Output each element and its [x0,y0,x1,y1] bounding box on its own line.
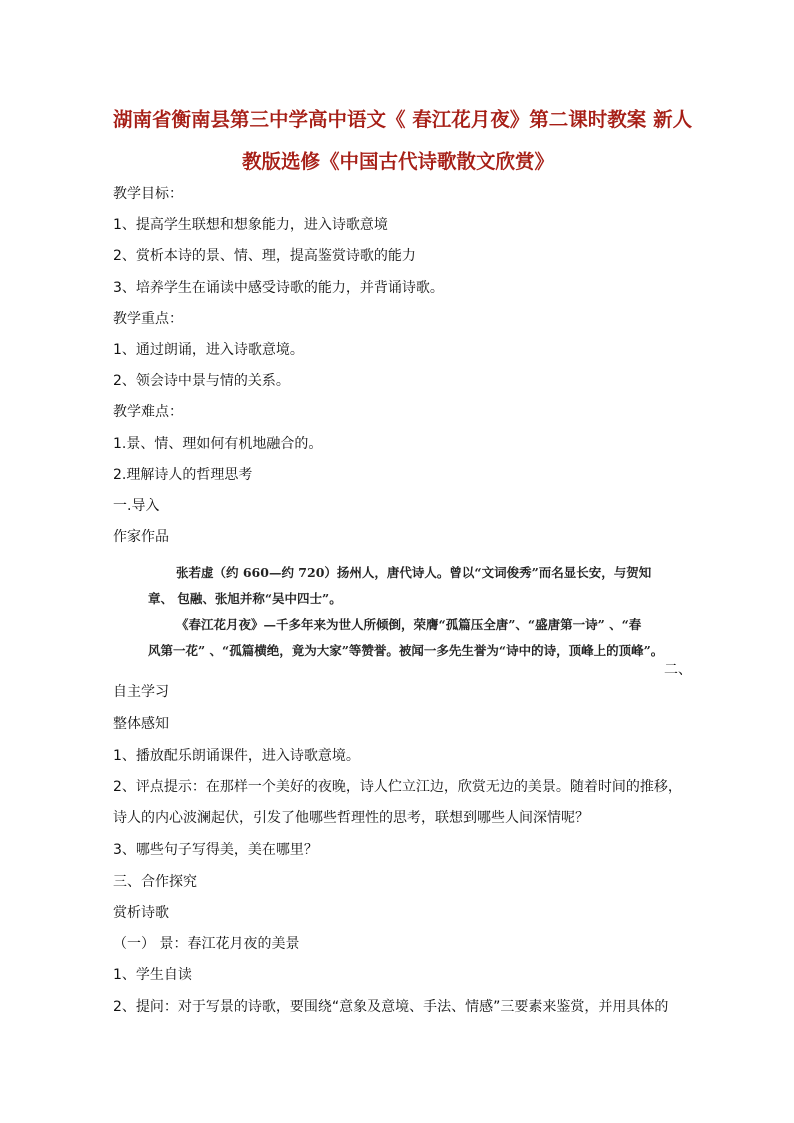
section-3-heading: 三、合作探究 [113,874,197,890]
difficulty-item: 1.景、情、理如何有机地融合的。 [113,436,323,452]
section-1-heading: 一.导入 [113,498,160,514]
author-bio-line: 《春江花月夜》—千多年来为世人所倾倒，荣膺“孤篇压全唐”、“盛唐第一诗” 、“春 [176,617,642,632]
objectives-heading: 教学目标： [113,186,183,202]
section-2-subheading: 整体感知 [113,716,169,732]
section-2-item: 2、评点提示：在那样一个美好的夜晚，诗人伫立江边，欣赏无边的美景。随着时间的推移， [113,779,682,795]
section-2-item: 诗人的内心波澜起伏，引发了他哪些哲理性的思考，联想到哪些人间深情呢？ [113,810,589,826]
author-bio-line: 风第一花” 、“孤篇横绝，竟为大家”等赞誉。被闻一多先生誉为“诗中的诗，顶峰上的顶峰”。 [148,643,664,658]
difficulties-heading: 教学难点： [113,404,183,420]
title-line-1: 湖南省衡南县第三中学高中语文《 春江花月夜》第二课时教案 新人 [113,108,693,131]
key-points-heading: 教学重点： [113,311,183,327]
author-bio-line: 章、 包融、张旭并称“吴中四士”。 [148,591,342,606]
section-3-item: 2、提问：对于写景的诗歌，要围绕“意象及意境、手法、情感”三要素来鉴赏，并用具体的 [113,999,669,1015]
objective-item: 2、赏析本诗的景、情、理，提高鉴赏诗歌的能力 [113,248,416,264]
section-3-part-1: （一） 景：春江花月夜的美景 [113,936,300,952]
difficulty-item: 2.理解诗人的哲理思考 [113,467,253,483]
section-2-item: 3、哪些句子写得美，美在哪里？ [113,842,318,858]
objective-item: 3、培养学生在诵读中感受诗歌的能力，并背诵诗歌。 [113,280,444,296]
key-point-item: 2、领会诗中景与情的关系。 [113,373,290,389]
section-2-item: 1、播放配乐朗诵课件，进入诗歌意境。 [113,748,360,764]
section-3-subheading: 赏析诗歌 [113,905,169,921]
section-3-item: 1、学生自读 [113,967,192,983]
author-bio-line: 张若虚（约 660—约 720）扬州人，唐代诗人。曾以“文词俊秀”而名显长安，与贺知 [176,565,652,580]
title-line-2: 教版选修《中国古代诗歌散文欣赏》 [241,150,554,173]
section-2-heading: 自主学习 [113,684,169,700]
objective-item: 1、提高学生联想和想象能力，进入诗歌意境 [113,217,388,233]
section-1-subheading: 作家作品 [113,529,169,545]
key-point-item: 1、通过朗诵，进入诗歌意境。 [113,342,304,358]
section-2-marker: 二、 [664,662,692,678]
